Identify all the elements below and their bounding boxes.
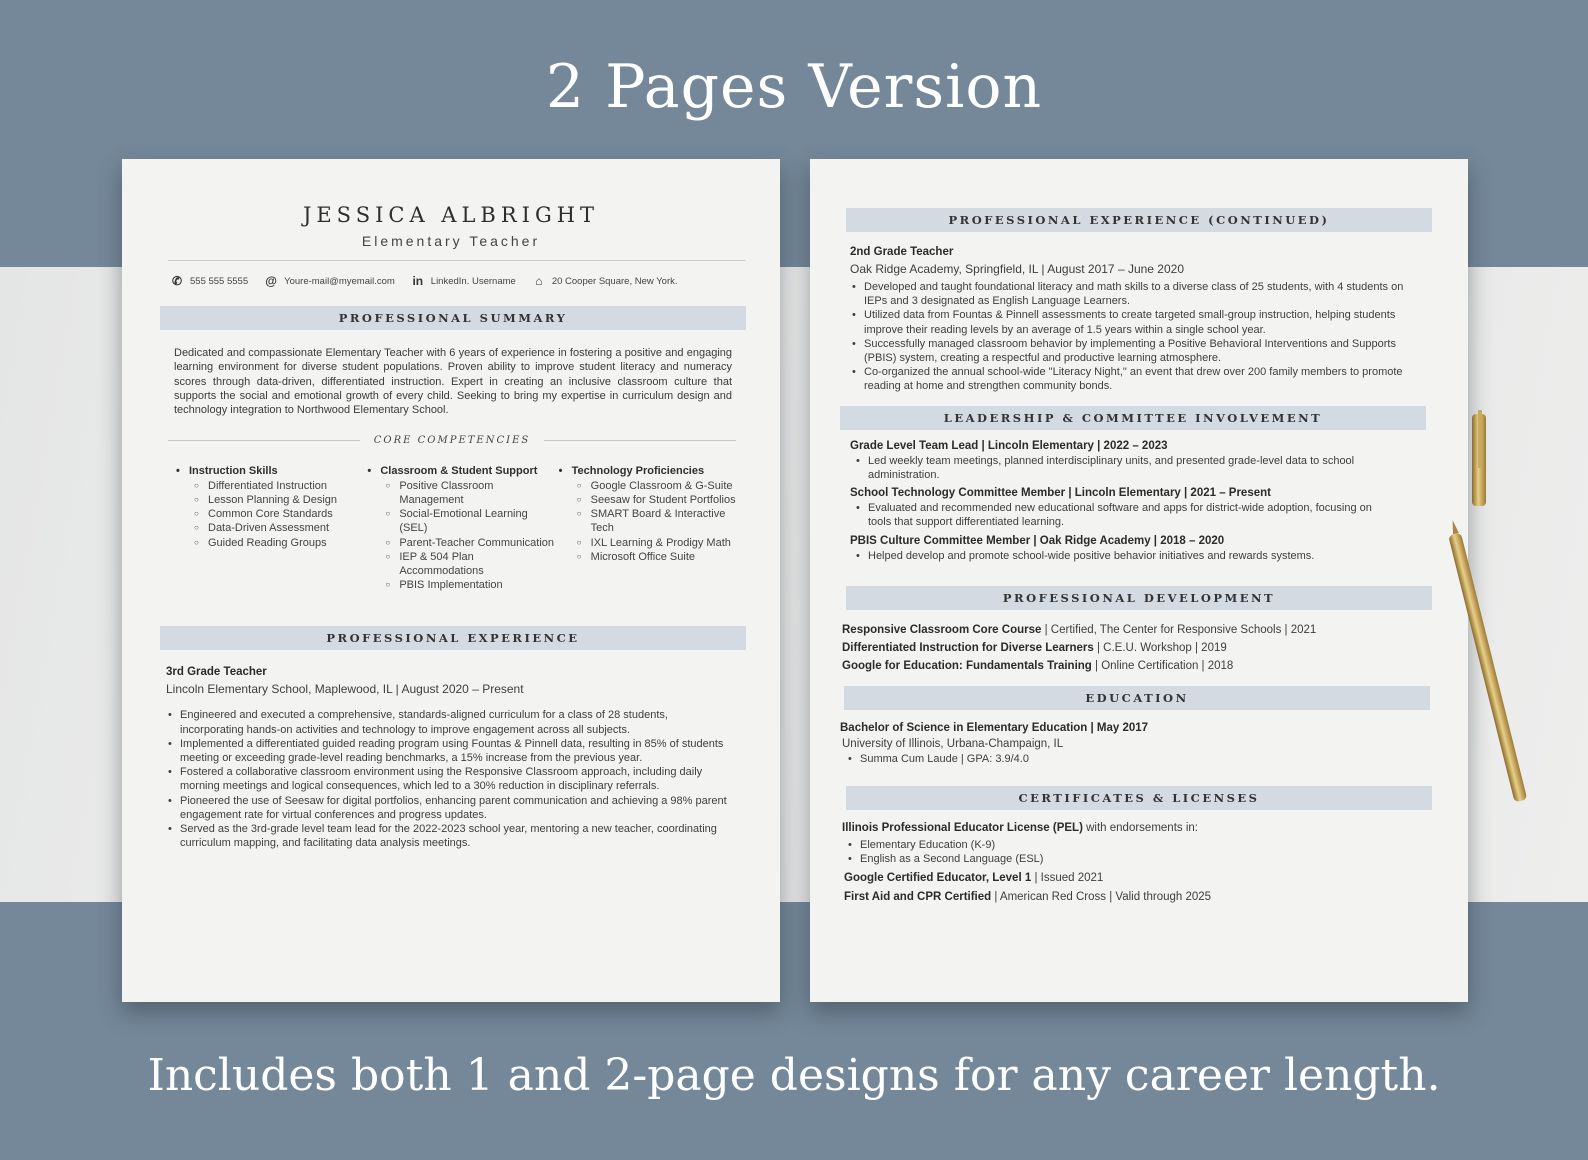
competency-item: ○ PBIS Implementation (399, 578, 558, 592)
job-bullet: • Pioneered the use of Seesaw for digital portfolios, enhancing parent communication and achieving a 98% parent engagement rate for virtual conferences and progress updates. (166, 794, 734, 822)
certificate-item (842, 872, 1428, 884)
competency-item: ○ Data-Driven Assessment (208, 521, 367, 535)
development-name: Google for Education: Fundamentals Training (842, 659, 1092, 672)
competency-item: ○ Social-Emotional Learning (SEL) (399, 507, 558, 535)
leadership-title: Grade Level Team Lead | Lincoln Elementary | 2022 – 2023 (850, 439, 1168, 452)
leadership-entry (850, 535, 1398, 563)
section-heading-leadership: LEADERSHIP & COMMITTEE INVOLVEMENT (840, 406, 1426, 430)
endorsement-item: • Elementary Education (K-9) (846, 838, 1428, 852)
competency-column (176, 464, 367, 592)
core-competencies-title: CORE COMPETENCIES (373, 435, 531, 447)
section-heading-experience-continued: PROFESSIONAL EXPERIENCE (CONTINUED) (846, 208, 1432, 232)
certificate-detail: with endorsements in: (1082, 821, 1198, 834)
leadership-entry (850, 487, 1398, 529)
development-item (842, 642, 1428, 654)
development-item (842, 624, 1428, 636)
job-title: 3rd Grade Teacher (166, 666, 267, 679)
competency-title: • Instruction Skills (176, 464, 367, 478)
section-heading-education: EDUCATION (844, 686, 1430, 710)
divider (168, 260, 746, 261)
job-bullet: • Fostered a collaborative classroom environment using the Responsive Classroom approach, including daily morning meetings and logical consequences, which led to a 30% reduction in disciplinary referrals. (166, 765, 734, 793)
linkedin-icon: in (412, 274, 424, 288)
contact-email: Youre-mail@myemail.com (284, 275, 395, 287)
job-entry (850, 246, 1422, 394)
contact-address: 20 Cooper Square, New York. (551, 275, 678, 287)
competency-item: ○ Microsoft Office Suite (591, 550, 750, 564)
development-detail: | Certified, The Center for Responsive Schools | 2021 (1041, 623, 1317, 636)
development-name: Responsive Classroom Core Course (842, 623, 1042, 636)
endorsement-list (842, 838, 1428, 866)
education-entry (840, 722, 1428, 766)
summary-text: Dedicated and compassionate Elementary Teacher with 6 years of experience in fostering a positive and engaging learning environment for diverse student populations. Proven ability to improve student literacy and numeracy scores through data-driven, differentiated instruction. Expert in creating an inclusive classroom culture that supports the social and emotional growth of every child. Seeking to bring my expertise in curriculum design and technology integration to Northwood Elementary School. (174, 347, 732, 417)
section-heading-experience: PROFESSIONAL EXPERIENCE (160, 626, 746, 650)
resume-name: JESSICA ALBRIGHT (302, 203, 600, 227)
certificate-name: Illinois Professional Educator License (PEL) (842, 821, 1083, 834)
competency-item: ○ Guided Reading Groups (208, 536, 367, 550)
section-heading-certificates: CERTIFICATES & LICENSES (846, 786, 1432, 810)
development-list (842, 624, 1428, 672)
education-degree: Bachelor of Science in Elementary Education | May 2017 (840, 721, 1149, 734)
competency-item: ○ Positive Classroom Management (399, 479, 558, 507)
at-icon: @ (265, 274, 277, 288)
leadership-bullet: • Led weekly team meetings, planned interdisciplinary units, and presented grade-level data to school administration. (854, 454, 1398, 482)
development-detail: | Online Certification | 2018 (1091, 659, 1234, 672)
endorsement-item: • English as a Second Language (ESL) (846, 852, 1428, 866)
competency-item: ○ SMART Board & Interactive Tech (591, 507, 750, 535)
contact-bar (170, 274, 780, 288)
job-entry (166, 666, 734, 850)
leadership-list (850, 440, 1398, 564)
education-honor: • Summa Cum Laude | GPA: 3.9/4.0 (846, 752, 1428, 766)
leadership-title: PBIS Culture Committee Member | Oak Ridge Academy | 2018 – 2020 (850, 535, 1225, 548)
competency-item: ○ IXL Learning & Prodigy Math (591, 536, 750, 550)
job-title: 2nd Grade Teacher (850, 246, 954, 258)
resume-page-2 (810, 159, 1468, 1002)
competency-item: ○ Seesaw for Student Portfolios (591, 493, 750, 507)
leadership-bullet: • Evaluated and recommended new educational software and apps for district-wide adoption, focusing on tools that support differentiated learning. (854, 501, 1398, 529)
divider (544, 440, 736, 441)
resume-page-1 (122, 159, 780, 1002)
pen-clip (1478, 410, 1482, 468)
competency-item: ○ Differentiated Instruction (208, 479, 367, 493)
phone-icon: ✆ (171, 274, 183, 288)
pen-body (1445, 519, 1528, 803)
job-subtitle: Lincoln Elementary School, Maplewood, IL | August 2020 – Present (166, 682, 524, 697)
job-bullet: • Engineered and executed a comprehensive, standards-aligned curriculum for a class of 28 students, incorporating hands-on activities and technology to improve engagement across all subjects. (166, 708, 734, 736)
competency-column (367, 464, 558, 592)
education-school: University of Illinois, Urbana-Champaign, IL (842, 737, 1064, 750)
competency-column (559, 464, 750, 592)
section-heading-summary: PROFESSIONAL SUMMARY (160, 306, 746, 330)
gold-pen-decoration (1420, 410, 1540, 830)
resume-role: Elementary Teacher (361, 233, 541, 249)
leadership-title: School Technology Committee Member | Lincoln Elementary | 2021 – Present (850, 487, 1271, 500)
home-icon: ⌂ (535, 274, 543, 288)
competencies-grid (176, 464, 750, 592)
competency-item: ○ Parent-Teacher Communication (399, 536, 558, 550)
competency-item: ○ IEP & 504 Plan Accommodations (399, 550, 558, 578)
core-competencies-heading (168, 435, 736, 446)
section-heading-development: PROFESSIONAL DEVELOPMENT (846, 586, 1432, 610)
contact-linkedin: LinkedIn. Username (430, 275, 516, 287)
job-bullets (850, 280, 1422, 394)
job-bullet: • Utilized data from Fountas & Pinnell assessments to create targeted small-group instruction, helping students improve their reading levels by an average of 1.5 years within a single school year. (850, 308, 1422, 336)
contact-phone: 555 555 5555 (190, 275, 249, 287)
certificate-item (842, 891, 1428, 903)
tagline: Includes both 1 and 2-page designs for any career length. (147, 1050, 1441, 1101)
competency-item: ○ Lesson Planning & Design (208, 493, 367, 507)
job-bullet: • Developed and taught foundational literacy and math skills to a diverse class of 25 students, with 4 students on IEPs and 3 designated as English Language Learners. (850, 280, 1422, 308)
certificates-list (842, 822, 1428, 903)
competency-title: • Technology Proficiencies (559, 464, 750, 478)
job-bullet: • Co-organized the annual school-wide "Literacy Night," an event that drew over 200 family members to promote reading at home and strengthen community bonds. (850, 365, 1422, 393)
certificate-detail: | Issued 2021 (1031, 872, 1104, 885)
competency-title: • Classroom & Student Support (367, 464, 558, 478)
certificate-item (842, 822, 1428, 834)
job-bullets (166, 708, 734, 850)
job-bullet: • Successfully managed classroom behavior by implementing a Positive Behavioral Interventions and Supports (PBIS) system, creating a respectful and productive learning atmosphere. (850, 337, 1422, 365)
job-subtitle: Oak Ridge Academy, Springfield, IL | August 2017 – June 2020 (850, 262, 1185, 276)
competency-item: ○ Common Core Standards (208, 507, 367, 521)
divider (168, 440, 360, 441)
certificate-name: Google Certified Educator, Level 1 (844, 872, 1032, 885)
job-bullet: • Served as the 3rd-grade level team lead for the 2022-2023 school year, mentoring a new teacher, coordinating curriculum mapping, and facilitating data analysis meetings. (166, 822, 734, 850)
leadership-bullet: • Helped develop and promote school-wide positive behavior initiatives and rewards systems. (854, 549, 1398, 563)
development-detail: | C.E.U. Workshop | 2019 (1093, 641, 1227, 654)
certificate-detail: | American Red Cross | Valid through 2025 (991, 891, 1212, 904)
leadership-entry (850, 440, 1398, 482)
competency-item: ○ Google Classroom & G-Suite (591, 479, 750, 493)
certificate-name: First Aid and CPR Certified (844, 891, 992, 904)
headline: 2 Pages Version (545, 52, 1043, 122)
job-bullet: • Implemented a differentiated guided reading program using Fountas & Pinnell data, resulting in 85% of students meeting or exceeding grade-level reading benchmarks, a 15% increase from the previous year. (166, 737, 734, 765)
development-name: Differentiated Instruction for Diverse Learners (842, 641, 1094, 654)
development-item (842, 660, 1428, 672)
